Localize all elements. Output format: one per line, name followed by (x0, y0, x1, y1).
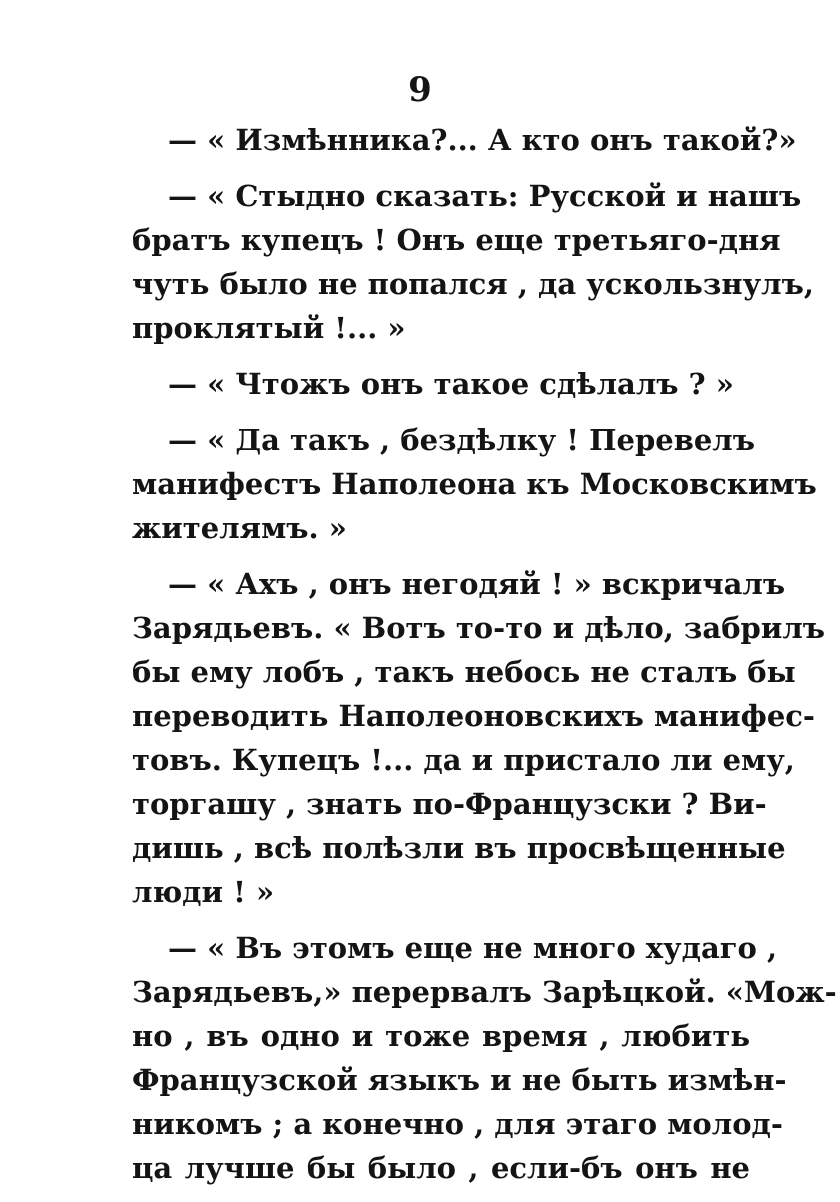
text-line: никомъ ; а конечно , для этаго молод- (132, 1107, 783, 1141)
text-line: братъ купецъ ! Онъ еще третьяго-дня (132, 223, 781, 257)
text-line: — « Въ этомъ еще не много худаго , (168, 931, 778, 965)
paragraph (132, 118, 797, 162)
text-line: но , въ одно и тоже время , любить (132, 1019, 750, 1053)
text-line: — « Ахъ , онъ негодяй ! » вскричалъ (168, 567, 786, 601)
text-line: товъ. Купецъ !... да и пристало ли ему, (132, 743, 795, 777)
text-line: дишь , всѣ полѣзли въ просвѣщенные (132, 831, 786, 865)
paragraph (132, 926, 837, 1190)
text-line: манифестъ Наполеона къ Московскимъ (132, 467, 817, 501)
text-line: Французской языкъ и не быть измѣн- (132, 1063, 787, 1097)
text-line: ца лучше бы было , если-бъ онъ не (132, 1151, 750, 1185)
paragraph (132, 418, 817, 550)
text-line: бы ему лобъ , такъ небось не сталъ бы (132, 655, 796, 689)
text-block (132, 118, 837, 1202)
text-line: Зарядьевъ,» перервалъ Зарѣцкой. «Мож- (132, 975, 837, 1009)
paragraph (132, 362, 750, 406)
paragraph (132, 562, 826, 914)
paragraph (132, 174, 814, 350)
page-number: 9 (408, 70, 432, 110)
text-line: чуть было не попался , да ускользнулъ, (132, 267, 814, 301)
text-line: — « Измѣнника?... А кто онъ такой?» (168, 123, 797, 157)
text-line: переводить Наполеоновскихъ манифес- (132, 699, 815, 733)
text-line: торгашу , знать по-Французски ? Ви- (132, 787, 767, 821)
text-line: жителямъ. » (132, 511, 347, 545)
text-line: — « Стыдно сказать: Русской и нашъ (168, 179, 802, 213)
text-line: проклятый !... » (132, 311, 406, 345)
text-line: — « Чтожъ онъ такое сдѣлалъ ? » (168, 367, 734, 401)
text-line: Зарядьевъ. « Вотъ то-то и дѣло, забрилъ (132, 611, 826, 645)
text-line: люди ! » (132, 875, 275, 909)
text-line: — « Да такъ , бездѣлку ! Перевелъ (168, 423, 755, 457)
